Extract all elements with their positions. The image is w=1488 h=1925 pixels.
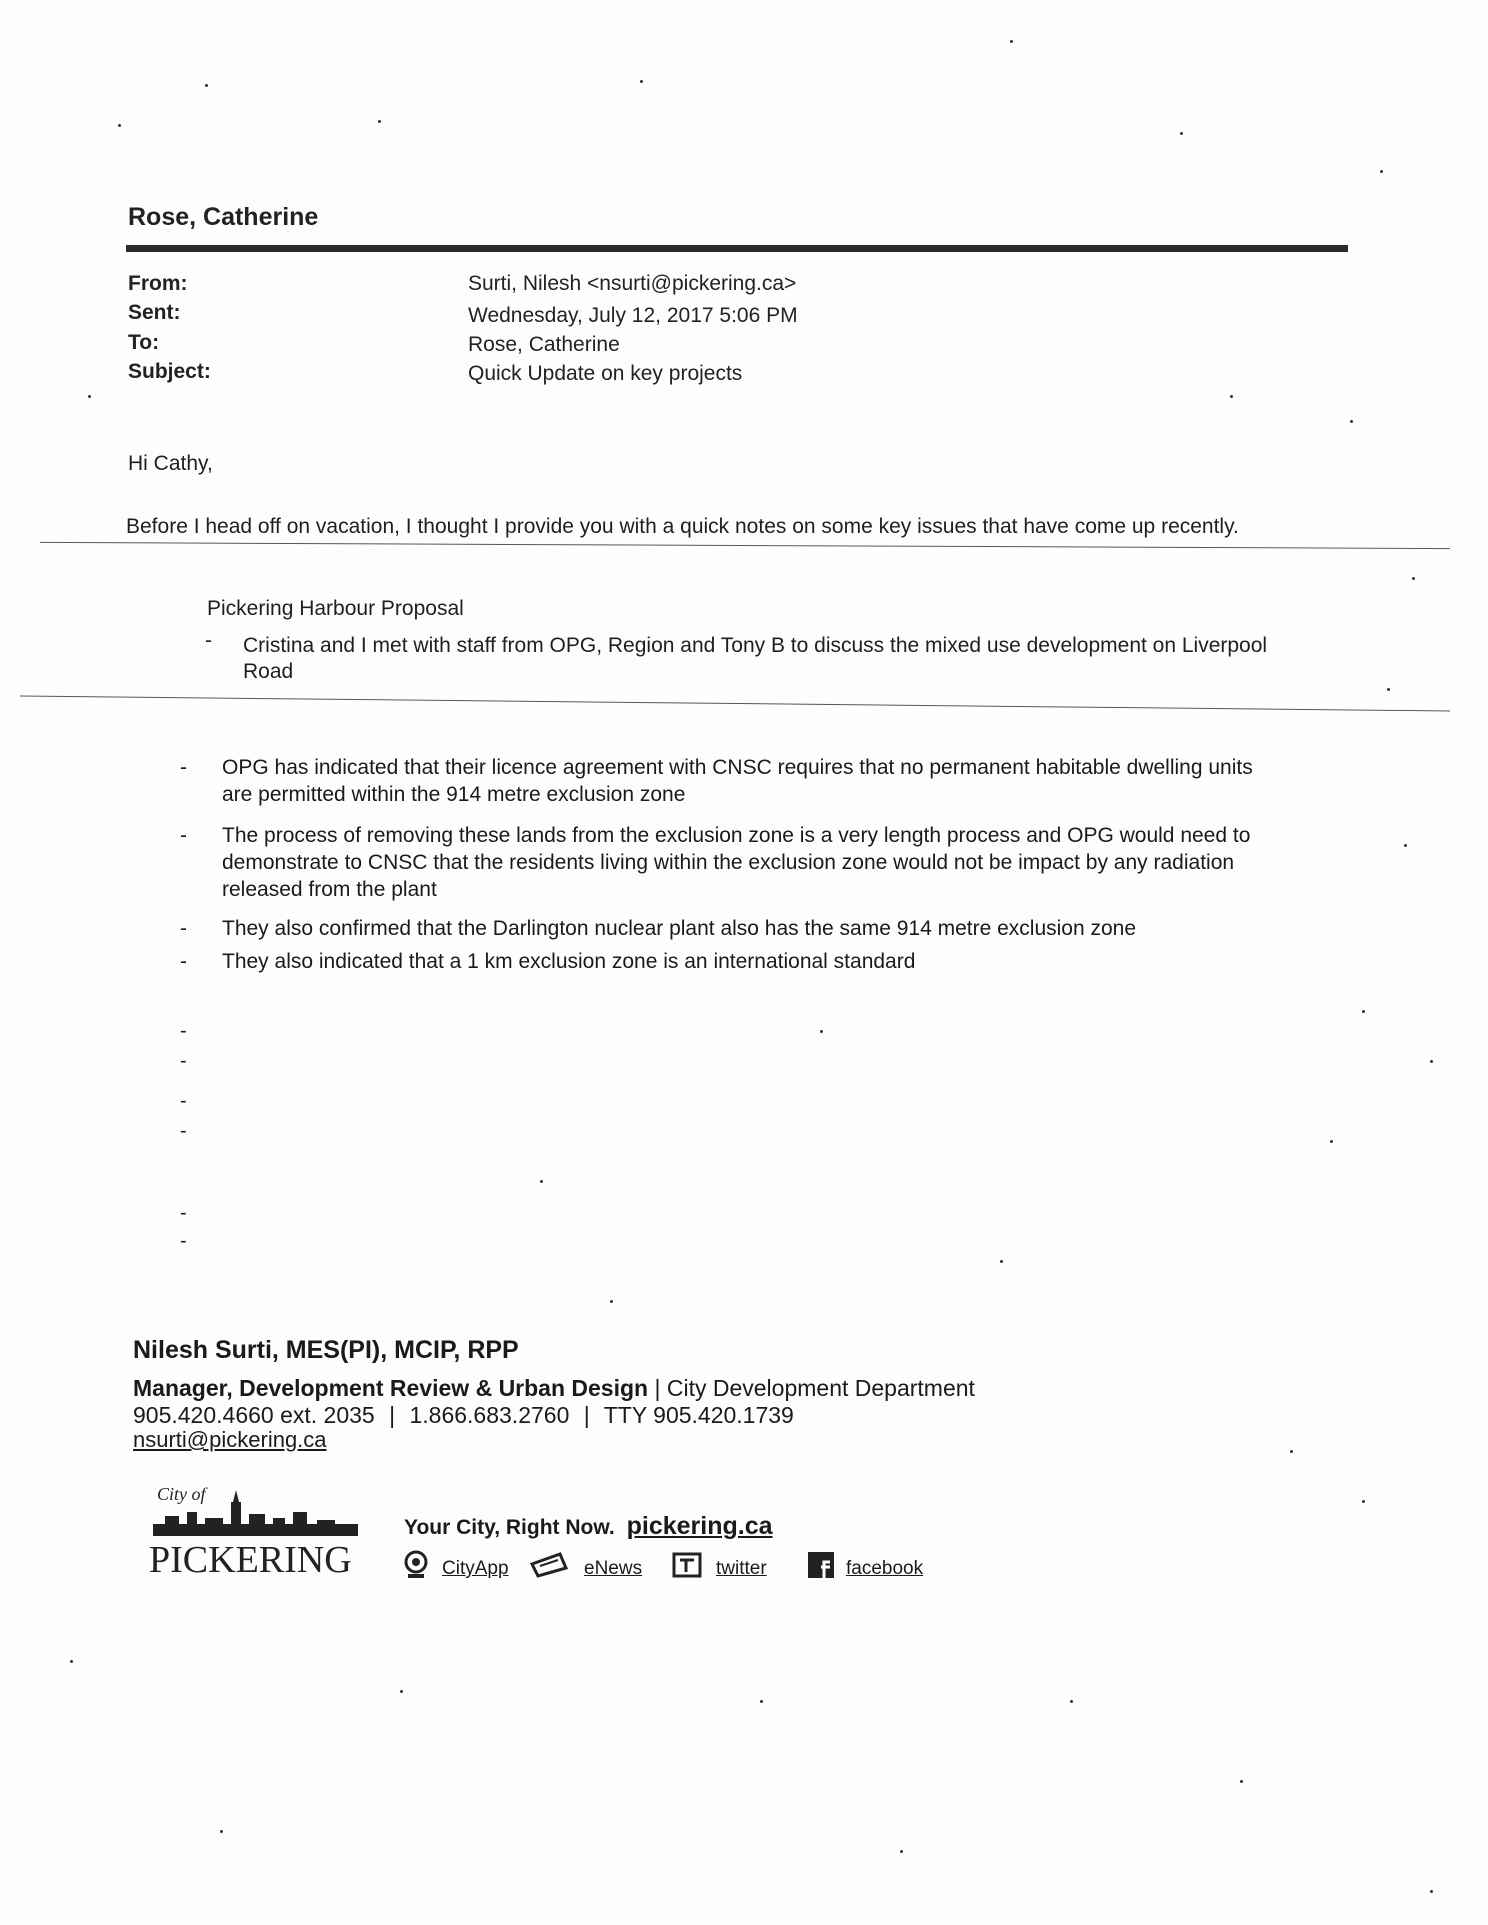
list-item	[180, 822, 1360, 903]
list-item	[180, 948, 1360, 975]
list-item-line: They also indicated that a 1 km exclusion zone is an international standard	[222, 950, 916, 973]
logo-bottom-text: PICKERING	[149, 1539, 352, 1581]
list-item-line: released from the plant	[222, 878, 437, 901]
signature-separator: |	[654, 1375, 661, 1401]
list-item-line: demonstrate to CNSC that the residents living within the exclusion zone would not be impact by any radiation	[222, 851, 1235, 874]
signature-separator: |	[389, 1402, 396, 1428]
header-rule	[126, 245, 1348, 252]
signature-phone-tty: TTY 905.420.1739	[603, 1402, 794, 1428]
section-title: Pickering Harbour Proposal	[207, 597, 464, 620]
logo-top-text: City of	[157, 1484, 206, 1504]
first-point-line-2: Road	[243, 660, 294, 683]
signature-department: City Development Department	[666, 1375, 975, 1401]
mailbox-owner-name: Rose, Catherine	[128, 203, 319, 231]
tagline-text: Your City, Right Now.	[404, 1516, 615, 1539]
signature-separator: |	[583, 1402, 590, 1428]
list-item-line: The process of removing these lands from the exclusion zone is a very length process and OPG would need to	[222, 824, 1251, 847]
empty-bullet-marker: -	[180, 1090, 187, 1112]
empty-bullet-marker: -	[180, 1230, 187, 1252]
bullet-marker: -	[180, 950, 187, 973]
from-label: From:	[128, 272, 188, 295]
empty-bullet-marker: -	[180, 1020, 187, 1042]
subject-label: Subject:	[128, 360, 211, 383]
footer-tagline	[404, 1512, 773, 1541]
scan-artifact-line	[40, 542, 1450, 549]
enews-icon	[530, 1550, 562, 1580]
list-item	[180, 915, 1360, 942]
empty-bullet-marker: -	[180, 1050, 187, 1072]
signature-title	[133, 1375, 975, 1402]
list-item-line: OPG has indicated that their licence agreement with CNSC requires that no permanent habitable dwelling units	[222, 756, 1253, 779]
first-point-marker: -	[205, 629, 212, 652]
bullet-marker: -	[180, 824, 187, 847]
intro-paragraph: Before I head off on vacation, I thought I provide you with a quick notes on some key issues that have come up recently.	[126, 515, 1239, 538]
sent-label: Sent:	[128, 301, 181, 324]
city-of-pickering-logo	[145, 1482, 370, 1582]
greeting: Hi Cathy,	[128, 452, 213, 475]
bullet-marker: -	[180, 756, 187, 779]
to-value: Rose, Catherine	[468, 333, 620, 356]
signature-phone-tollfree: 1.866.683.2760	[409, 1402, 570, 1428]
signature-name: Nilesh Surti, MES(PI), MCIP, RPP	[133, 1336, 519, 1364]
empty-bullet-marker: -	[180, 1120, 187, 1142]
first-point-line-1: Cristina and I met with staff from OPG, Region and Tony B to discuss the mixed use development on Liverpool	[243, 634, 1268, 657]
facebook-link[interactable]: facebook	[846, 1558, 924, 1579]
signature-phones	[133, 1402, 794, 1429]
twitter-link[interactable]: twitter	[716, 1558, 767, 1579]
from-value: Surti, Nilesh <nsurti@pickering.ca>	[468, 272, 797, 295]
sent-value: Wednesday, July 12, 2017 5:06 PM	[468, 304, 798, 327]
list-item-line: are permitted within the 914 metre exclusion zone	[222, 783, 686, 806]
facebook-icon	[806, 1550, 838, 1580]
subject-value: Quick Update on key projects	[468, 362, 743, 385]
enews-link[interactable]: eNews	[584, 1558, 643, 1579]
signature-phone-main: 905.420.4660 ext. 2035	[133, 1402, 375, 1428]
twitter-icon	[672, 1550, 704, 1580]
empty-bullet-marker: -	[180, 1202, 187, 1224]
list-item-line: They also confirmed that the Darlington nuclear plant also has the same 914 metre exclusion zone	[222, 917, 1137, 940]
scan-artifact-line	[20, 696, 1450, 712]
signature-email-link[interactable]: nsurti@pickering.ca	[133, 1427, 327, 1452]
pickering-site-link[interactable]: pickering.ca	[626, 1512, 773, 1540]
bullet-marker: -	[180, 917, 187, 940]
cityapp-link[interactable]: CityApp	[442, 1558, 509, 1579]
to-label: To:	[128, 331, 160, 354]
list-item	[180, 754, 1360, 808]
signature-position: Manager, Development Review & Urban Design	[133, 1375, 649, 1401]
cityapp-icon	[402, 1550, 434, 1580]
